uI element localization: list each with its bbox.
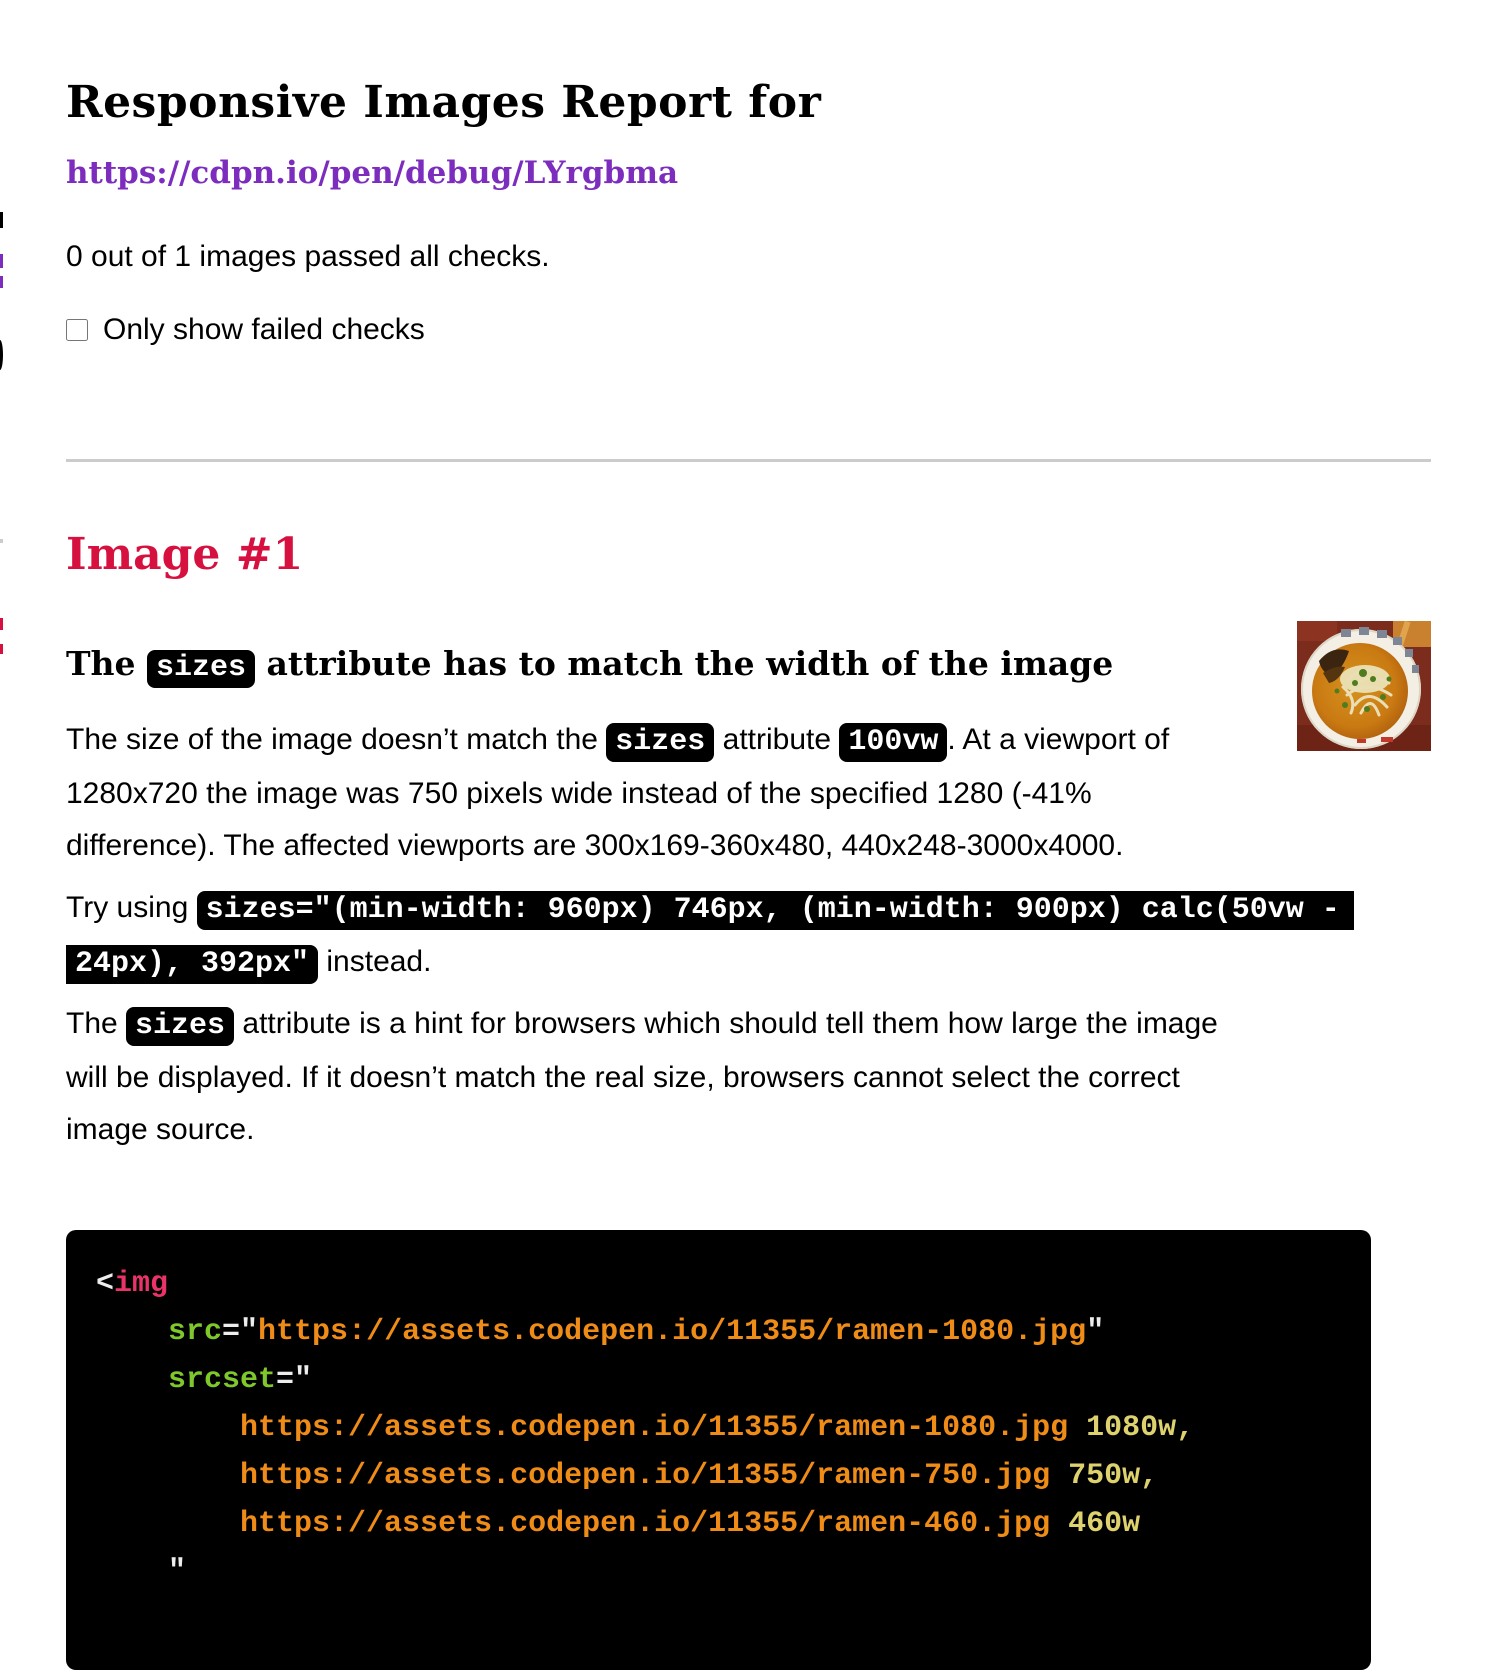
inline-code-sizes: sizes [147, 650, 255, 688]
inline-code-sizes: sizes [606, 723, 714, 762]
explanation-paragraph [66, 998, 1431, 1156]
report-url-link[interactable]: https://cdpn.io/pen/debug/LYrgbma [66, 154, 679, 191]
suggestion-text: Try using [66, 890, 197, 924]
code-block [66, 1230, 1371, 1670]
suggestion-text: instead. [318, 944, 432, 978]
check-description [66, 714, 1431, 872]
description-text: attribute [714, 722, 840, 756]
page-edge-artifact [0, 539, 3, 543]
code-token-url: https://assets.codepen.io/11355/ramen-750.jpg [240, 1458, 1051, 1493]
suggestion-paragraph [66, 882, 1431, 990]
description-text: difference). The affected viewports are 300x169-360x480, 440x248-3000x4000. [66, 828, 1124, 862]
section-divider [66, 459, 1431, 462]
explanation-text: attribute is a hint for browsers which should tell them how large the image [234, 1006, 1218, 1040]
explanation-text: will be displayed. If it doesn’t match the real size, browsers cannot select the correct [66, 1060, 1180, 1094]
code-token [96, 1363, 168, 1397]
code-line [96, 1356, 1341, 1404]
explanation-text: image source. [66, 1112, 255, 1146]
code-line [96, 1308, 1341, 1356]
code-token [96, 1459, 240, 1493]
checkbox-label: Only show failed checks [103, 313, 425, 347]
ramen-photo-graphic [1297, 621, 1431, 751]
code-token-url: https://assets.codepen.io/11355/ramen-1080.jpg [258, 1314, 1087, 1349]
inline-code-sizes: sizes [126, 1007, 234, 1046]
explanation-text: The [66, 1006, 127, 1040]
code-token: =" [222, 1314, 259, 1349]
code-token-url: https://assets.codepen.io/11355/ramen-1080.jpg [240, 1410, 1069, 1445]
code-line [96, 1260, 1341, 1308]
code-token: " [96, 1554, 187, 1589]
code-token [96, 1411, 240, 1445]
code-token [96, 1507, 240, 1541]
filter-row[interactable] [66, 313, 1431, 347]
page-edge-artifact [0, 618, 3, 630]
code-token-attr: srcset [168, 1362, 277, 1397]
code-token: " [1086, 1314, 1105, 1349]
page-title: Responsive Images Report for [66, 77, 822, 128]
page-edge-artifact [0, 644, 3, 654]
code-token: =" [276, 1362, 313, 1397]
code-token-width-descriptor: 1080w, [1068, 1410, 1195, 1445]
code-token-tag: img [114, 1266, 169, 1301]
suggested-sizes-code: 24px), 392px" [66, 945, 318, 984]
code-line [96, 1500, 1341, 1548]
code-line [96, 1548, 1341, 1596]
summary-text: 0 out of 1 images passed all checks. [66, 239, 550, 273]
code-token: < [96, 1266, 115, 1301]
inline-code-100vw: 100vw [839, 723, 947, 762]
report-page [66, 78, 1431, 1670]
code-token [96, 1315, 168, 1349]
page-edge-artifact [0, 254, 3, 268]
check-heading [66, 643, 1431, 688]
image-section-heading: Image #1 [66, 529, 304, 581]
code-token-attr: src [168, 1314, 223, 1349]
page-edge-artifact [0, 212, 3, 228]
code-token-width-descriptor: 750w, [1050, 1458, 1159, 1493]
report-thumbnail-ramen-image [1297, 621, 1431, 751]
code-token-url: https://assets.codepen.io/11355/ramen-460.jpg [240, 1506, 1051, 1541]
description-text: 1280x720 the image was 750 pixels wide instead of the specified 1280 (-41% [66, 776, 1092, 810]
check-heading-text: The [66, 643, 148, 683]
page-edge-artifact [0, 340, 3, 370]
code-token-width-descriptor: 460w [1050, 1506, 1141, 1541]
only-show-failed-checks-checkbox[interactable] [66, 319, 88, 341]
check-heading-text: attribute has to match the width of the image [255, 643, 1114, 683]
description-text: The size of the image doesn’t match the [66, 722, 607, 756]
description-text: . At a viewport of [947, 722, 1170, 756]
page-edge-artifact [0, 276, 3, 288]
suggested-sizes-code: sizes="(min-width: 960px) 746px, (min-width: 900px) calc(50vw - [197, 891, 1354, 930]
code-line [96, 1452, 1341, 1500]
code-line [96, 1404, 1341, 1452]
